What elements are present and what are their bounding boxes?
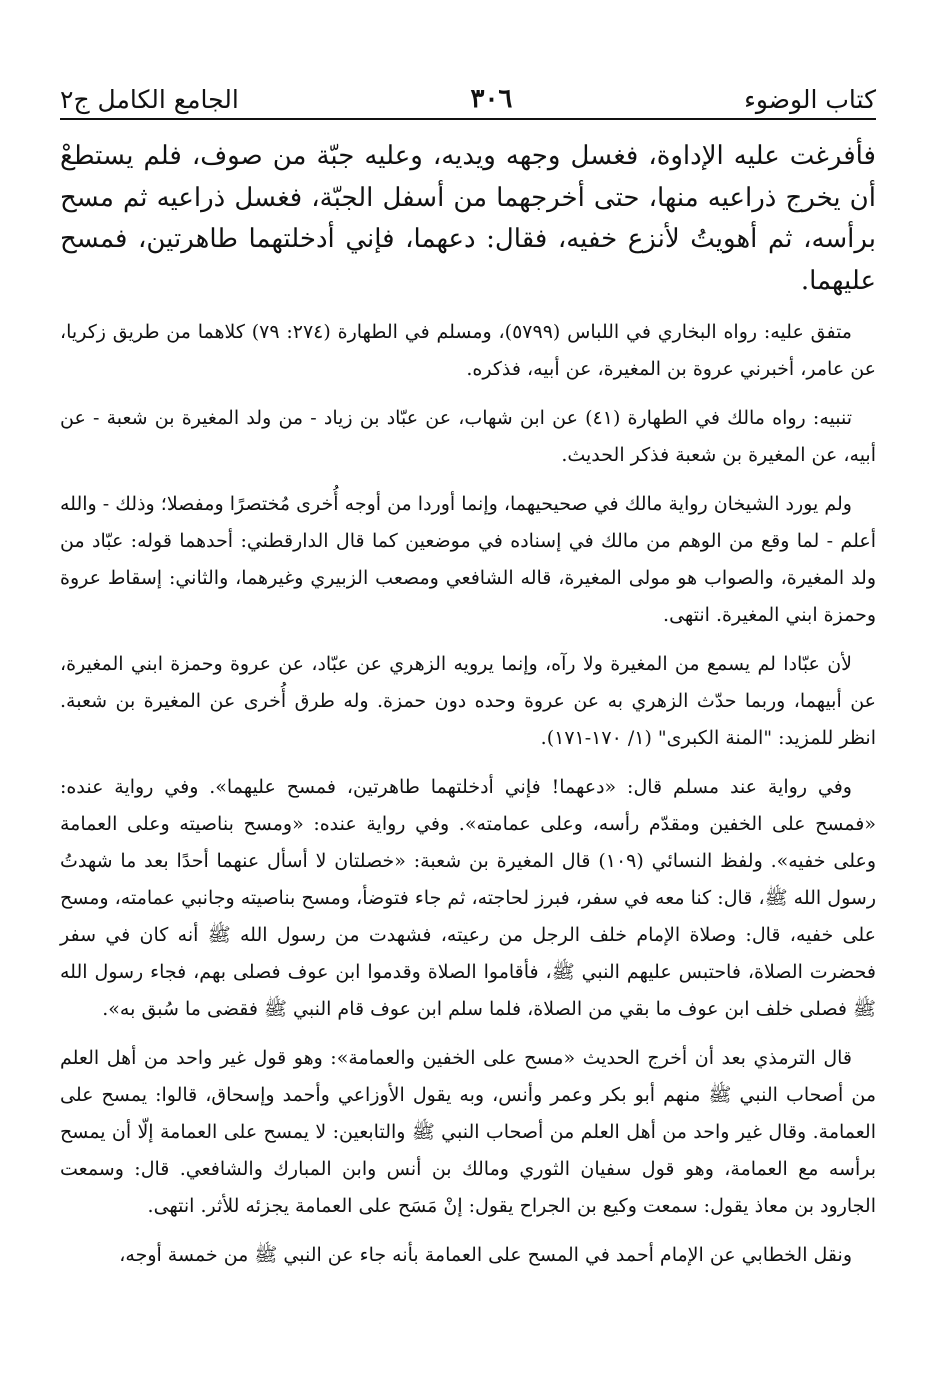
commentary-paragraph: ولم يورد الشيخان رواية مالك في صحيحيهما، وإنما أوردا من أوجه أُخرى مُختصرًا ومفصلا؛ وذلك - والله أعلم - لما وقع من الوهم من مالك في إسناده في موضعين كما قال الدارقطني: أحدهما قوله: عبّاد من ولد المغيرة، والصواب هو مولى المغيرة، قاله الشافعي ومصعب الزبيري وغيرهما، والثاني: إسقاط عروة وحمزة ابني المغيرة. انتهى. <box>60 493 876 626</box>
book-title: الجامع الكامل ج٢ <box>60 85 239 114</box>
tanbih-note: تنبيه: رواه مالك في الطهارة (٤١) عن ابن شهاب، عن عبّاد بن زياد - من ولد المغيرة بن شعبة - عن أبيه، عن المغيرة بن شعبة فذكر الحديث. <box>60 407 876 466</box>
page-header <box>60 70 876 114</box>
header-rule <box>60 118 876 120</box>
hadith-text: فأفرغت عليه الإداوة، فغسل وجهه ويديه، وعليه جبّة من صوف، فلم يستطعْ أن يخرج ذراعيه منها، حتى أخرجهما من أسفل الجبّة، فغسل ذراعيه ثم مسح برأسه، ثم أهويتُ لأنزع خفيه، فقال: دعهما، فإني أدخلتهما طاهرتين، فمسح عليهما. <box>60 141 876 296</box>
commentary-paragraph: وفي رواية عند مسلم قال: «دعهما! فإني أدخلتهما طاهرتين، فمسح عليهما». وفي رواية عنده: «فمسح على الخفين ومقدّم رأسه، وعلى عمامته». وفي رواية عنده: «ومسح بناصيته وعلى العمامة وعلى خفيه». ولفظ النسائي (١٠٩) قال المغيرة بن شعبة: «خصلتان لا أسأل عنهما أحدًا بعد ما شهدتُ رسول الله ﷺ، قال: كنا معه في سفر، فبرز لحاجته، ثم جاء فتوضأ، ومسح بناصيته وجانبي عمامته، ومسح على خفيه، قال: وصلاة الإمام خلف الرجل من رعيته، فشهدت من رسول الله ﷺ أنه كان في سفر فحضرت الصلاة، فاحتبس عليهم النبي ﷺ، فأقاموا الصلاة وقدموا ابن عوف فصلى بهم، فجاء رسول الله ﷺ فصلى خلف ابن عوف ما بقي من الصلاة، فلما سلم ابن عوف قام النبي ﷺ فقضى ما سُبق به». <box>60 776 876 1020</box>
chapter-title: كتاب الوضوء <box>744 85 876 114</box>
commentary-paragraph: لأن عبّادا لم يسمع من المغيرة ولا رآه، وإنما يرويه الزهري عن عبّاد، عن عروة وحمزة ابني المغيرة، عن أبيهما، وربما حدّث الزهري به عن عروة وحده دون حمزة. وله طرق أُخرى عن المغيرة بن شعبة. انظر للمزيد: "المنة الكبرى" (١/ ١٧٠-١٧١). <box>60 653 876 749</box>
takhrij-note: متفق عليه: رواه البخاري في اللباس (٥٧٩٩)، ومسلم في الطهارة (٢٧٤: ٧٩) كلاهما من طريق زكريا، عن عامر، أخبرني عروة بن المغيرة، عن أبيه، فذكره. <box>60 321 876 380</box>
commentary-paragraph: ونقل الخطابي عن الإمام أحمد في المسح على العمامة بأنه جاء عن النبي ﷺ من خمسة أوجه، <box>119 1244 852 1266</box>
page-body <box>60 136 876 1286</box>
commentary-paragraph: قال الترمذي بعد أن أخرج الحديث «مسح على الخفين والعمامة»: وهو قول غير واحد من أهل العلم من أصحاب النبي ﷺ منهم أبو بكر وعمر وأنس، وبه يقول الأوزاعي وأحمد وإسحاق، قالوا: يمسح على العمامة. وقال غير واحد من أهل العلم من أصحاب النبي ﷺ والتابعين: لا يمسح على العمامة إلّا أن يمسح برأسه مع العمامة، وهو قول سفيان الثوري ومالك بن أنس وابن المبارك والشافعي. قال: وسمعت الجارود بن معاذ يقول: سمعت وكيع بن الجراح يقول: إنْ مَسَح على العمامة يجزئه للأثر. انتهى. <box>60 1047 876 1217</box>
page-number: ٣٠٦ <box>470 84 513 114</box>
